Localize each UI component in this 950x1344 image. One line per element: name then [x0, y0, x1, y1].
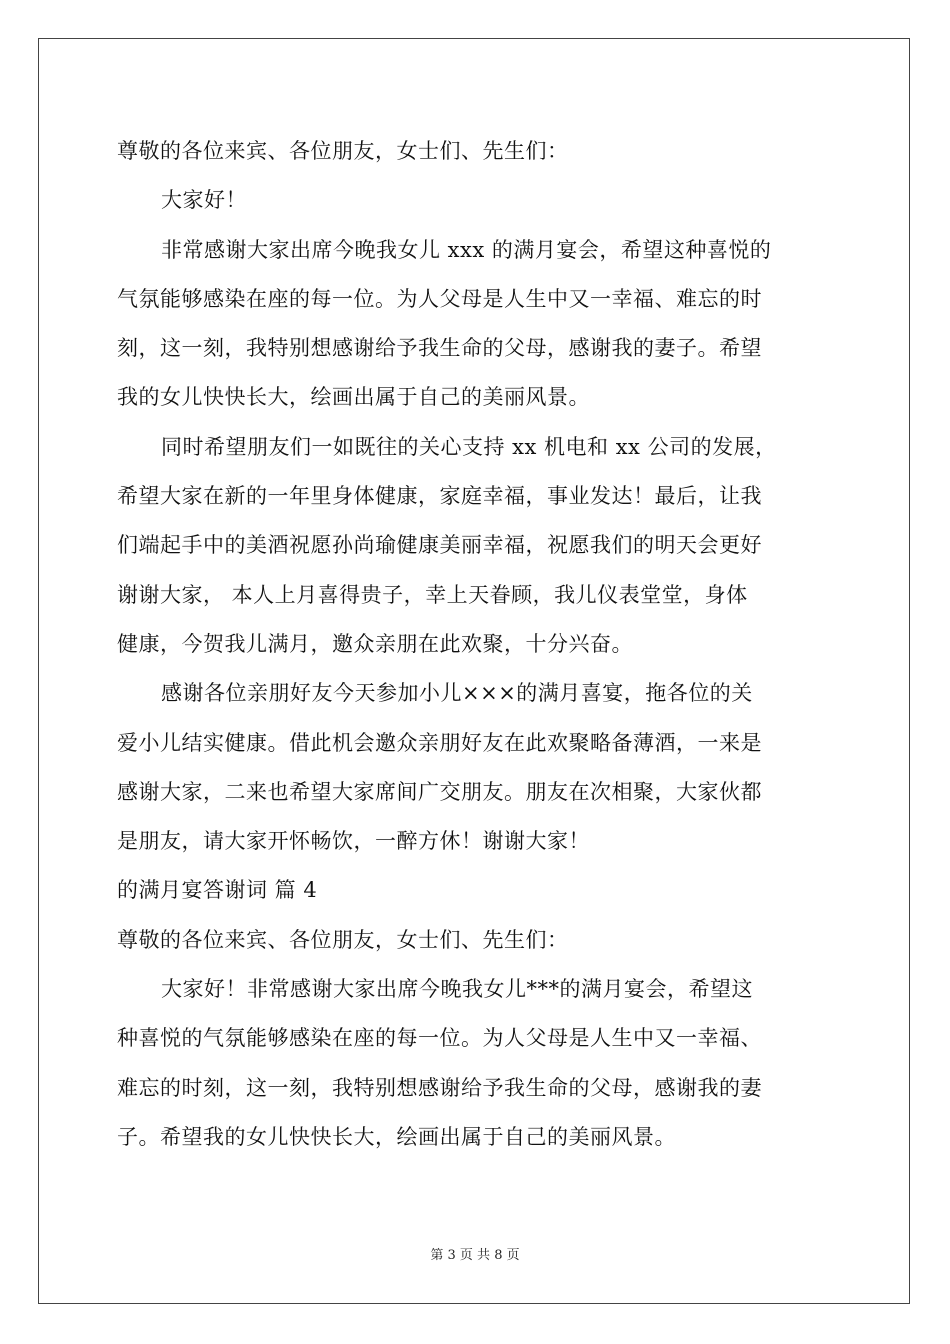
paragraph-line: 感谢大家，二来也希望大家席间广交朋友。朋友在次相聚，大家伙都: [117, 779, 762, 804]
paragraph-line: 感谢各位亲朋好友今天参加小儿×××的满月喜宴，拖各位的关: [161, 681, 753, 706]
paragraph-line: 刻，这一刻，我特别想感谢给予我生命的父母，感谢我的妻子。希望: [117, 336, 762, 361]
paragraph-line: 难忘的时刻，这一刻，我特别想感谢给予我生命的父母，感谢我的妻: [117, 1075, 762, 1100]
paragraph-line: 们端起手中的美酒祝愿孙尚瑜健康美丽幸福，祝愿我们的明天会更好: [117, 533, 762, 558]
paragraph-line: 非常感谢大家出席今晚我女儿 xxx 的满月宴会，希望这种喜悦的: [161, 237, 772, 262]
paragraph-line: 子。希望我的女儿快快长大，绘画出属于自己的美丽风景。: [117, 1124, 676, 1149]
greeting-line: 尊敬的各位来宾、各位朋友，女士们、先生们：: [117, 139, 569, 163]
paragraph-line: 种喜悦的气氛能够感染在座的每一位。为人父母是人生中又一幸福、: [117, 1026, 762, 1051]
paragraph-line: 大家好！非常感谢大家出席今晚我女儿***的满月宴会，希望这: [161, 977, 753, 1002]
paragraph-line: 爱小儿结实健康。借此机会邀众亲朋好友在此欢聚略备薄酒，一来是: [117, 730, 762, 755]
page-number: 第 3 页 共 8 页: [430, 1248, 520, 1263]
paragraph-line: 同时希望朋友们一如既往的关心支持 xx 机电和 xx 公司的发展，: [161, 434, 777, 459]
paragraph-line: 是朋友，请大家开怀畅饮，一醉方休！谢谢大家！: [117, 829, 590, 854]
paragraph-line: 谢谢大家， 本人上月喜得贵子，幸上天眷顾，我儿仪表堂堂，身体: [117, 582, 748, 607]
paragraph-line: 我的女儿快快长大，绘画出属于自己的美丽风景。: [117, 385, 590, 410]
paragraph-line: 希望大家在新的一年里身体健康，家庭幸福，事业发达！最后，让我: [117, 484, 762, 509]
document-body: [117, 127, 837, 1162]
greeting-line: 尊敬的各位来宾、各位朋友，女士们、先生们：: [117, 927, 569, 952]
salutation-line: 大家好！: [161, 188, 247, 213]
paragraph-line: 气氛能够感染在座的每一位。为人父母是人生中又一幸福、难忘的时: [117, 286, 762, 311]
paragraph-line: 健康，今贺我儿满月，邀众亲朋在此欢聚，十分兴奋。: [117, 631, 633, 656]
section-heading: 的满月宴答谢词 篇 4: [117, 878, 318, 903]
